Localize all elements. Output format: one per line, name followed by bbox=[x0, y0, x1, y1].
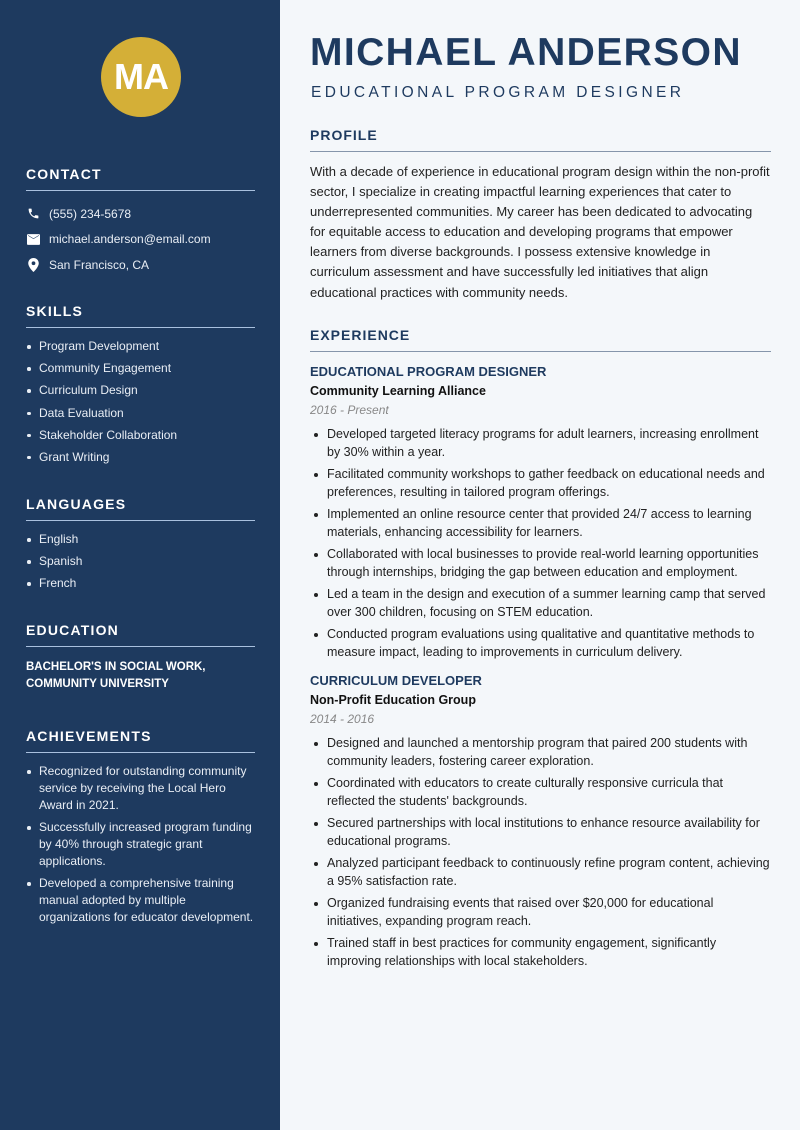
job-organization: Community Learning Alliance bbox=[310, 384, 486, 398]
candidate-role: EDUCATIONAL PROGRAM DESIGNER bbox=[311, 84, 685, 101]
sidebar bbox=[0, 0, 280, 1130]
skills-list bbox=[26, 338, 255, 466]
job-bullet: Developed targeted literacy programs for adult learners, increasing enrollment by 30% within a year. bbox=[310, 425, 771, 461]
contact-location bbox=[26, 252, 255, 278]
job-bullet: Led a team in the design and execution of a summer learning camp that served over 300 children, focusing on STEM education. bbox=[310, 585, 771, 621]
language-item: French bbox=[26, 575, 255, 592]
skill-item: Curriculum Design bbox=[26, 382, 255, 399]
achievement-item: Developed a comprehensive training manual adopted by multiple organizations for educator development. bbox=[26, 875, 255, 926]
job-title: CURRICULUM DEVELOPER bbox=[310, 673, 482, 688]
education-degree bbox=[26, 657, 255, 693]
phone-icon bbox=[26, 207, 40, 221]
job-bullet: Designed and launched a mentorship program that paired 200 students with community leaders, fostering career exploration. bbox=[310, 734, 771, 770]
education-section bbox=[26, 622, 255, 693]
school-line: COMMUNITY UNIVERSITY bbox=[26, 678, 169, 690]
email-icon bbox=[26, 232, 40, 246]
skill-item: Community Engagement bbox=[26, 360, 255, 377]
degree-line: BACHELOR'S IN SOCIAL WORK, bbox=[26, 661, 206, 673]
location-text: San Francisco, CA bbox=[49, 257, 150, 272]
skills-heading: SKILLS bbox=[26, 303, 255, 328]
achievement-item: Recognized for outstanding community service by receiving the Local Hero Award in 2021. bbox=[26, 763, 255, 814]
job-entry bbox=[310, 364, 771, 661]
skills-section bbox=[26, 303, 255, 471]
skill-item: Data Evaluation bbox=[26, 405, 255, 422]
avatar bbox=[101, 37, 181, 117]
job-bullet: Secured partnerships with local institutions to enhance resource availability for educational programs. bbox=[310, 814, 771, 850]
languages-list bbox=[26, 531, 255, 592]
job-bullet: Facilitated community workshops to gather feedback on educational needs and preferences, resulting in tailored program offerings. bbox=[310, 465, 771, 501]
contact-heading: CONTACT bbox=[26, 166, 255, 191]
achievements-heading: ACHIEVEMENTS bbox=[26, 728, 255, 753]
languages-heading: LANGUAGES bbox=[26, 496, 255, 521]
job-bullet: Organized fundraising events that raised over $20,000 for educational initiatives, expanding program reach. bbox=[310, 894, 771, 930]
achievement-item: Successfully increased program funding by 40% through strategic grant applications. bbox=[26, 819, 255, 870]
job-bullets bbox=[310, 734, 771, 970]
profile-text: With a decade of experience in educational program design within the non-profit sector, I specialize in creating impactful learning experiences that cater to underrepresented communities. My career has been dedicated to advocating for equitable access to education and developing programs that empower learners from diverse backgrounds. I possess extensive knowledge in curriculum assessment and have successfully led initiatives that align educational practices with community needs. bbox=[310, 164, 770, 300]
skill-item: Stakeholder Collaboration bbox=[26, 427, 255, 444]
job-organization: Non-Profit Education Group bbox=[310, 693, 476, 707]
job-title: EDUCATIONAL PROGRAM DESIGNER bbox=[310, 364, 547, 379]
profile-heading: PROFILE bbox=[310, 127, 771, 152]
language-item: English bbox=[26, 531, 255, 548]
education-heading: EDUCATION bbox=[26, 622, 255, 647]
job-entry bbox=[310, 673, 771, 970]
job-bullet: Trained staff in best practices for community engagement, significantly improving relationships with local stakeholders. bbox=[310, 934, 771, 970]
job-bullets bbox=[310, 425, 771, 661]
job-bullet: Implemented an online resource center that provided 24/7 access to learning materials, enhancing accessibility for learners. bbox=[310, 505, 771, 541]
contact-section bbox=[26, 166, 255, 278]
job-dates: 2016 - Present bbox=[310, 403, 389, 417]
experience-heading: EXPERIENCE bbox=[310, 327, 771, 352]
profile-section bbox=[310, 127, 771, 303]
skill-item: Program Development bbox=[26, 338, 255, 355]
job-bullet: Coordinated with educators to create culturally responsive curricula that reflected the students' backgrounds. bbox=[310, 774, 771, 810]
job-bullet: Collaborated with local businesses to provide real-world learning opportunities through internships, bridging the gap between education and employment. bbox=[310, 545, 771, 581]
achievements-list bbox=[26, 763, 255, 926]
job-bullet: Conducted program evaluations using qualitative and quantitative methods to measure impact, leading to improvements in curriculum delivery. bbox=[310, 625, 771, 661]
contact-phone bbox=[26, 201, 255, 227]
language-item: Spanish bbox=[26, 553, 255, 570]
languages-section bbox=[26, 496, 255, 597]
skill-item: Grant Writing bbox=[26, 449, 255, 466]
phone-text[interactable]: (555) 234-5678 bbox=[49, 206, 132, 221]
achievements-section bbox=[26, 728, 255, 931]
job-dates: 2014 - 2016 bbox=[310, 712, 375, 726]
candidate-name: MICHAEL ANDERSON bbox=[310, 31, 742, 74]
contact-email bbox=[26, 227, 255, 253]
email-text[interactable]: michael.anderson@email.com bbox=[49, 232, 211, 247]
experience-section bbox=[310, 327, 771, 974]
avatar-initials: MA bbox=[114, 56, 168, 97]
location-pin-icon bbox=[26, 258, 40, 272]
job-bullet: Analyzed participant feedback to continuously refine program content, achieving a 95% satisfaction rate. bbox=[310, 854, 771, 890]
